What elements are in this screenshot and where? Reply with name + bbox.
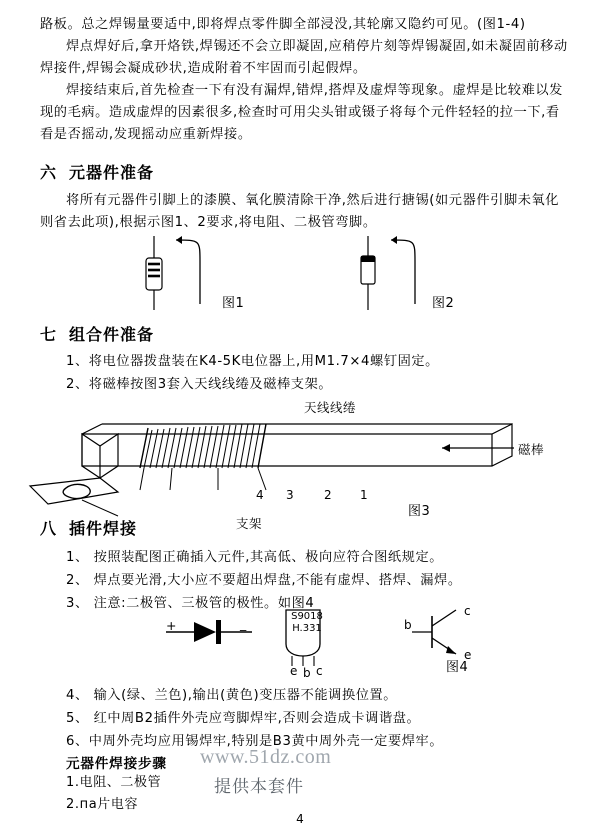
watermark-url: www.51dz.com (200, 746, 332, 768)
watermark-text: 提供本套件 (214, 777, 304, 797)
section-number-6: 六 (40, 163, 58, 182)
section-7-item-2: 2、将磁棒按图3套入天线线绻及磁棒支架。 (66, 377, 333, 392)
intro-paragraphs (40, 14, 568, 146)
figure-4-caption: 图4 (446, 660, 469, 675)
section-8-item-2: 2、 焊点要光滑,大小应不要超出焊盘,不能有虚焊、搭焊、漏焊。 (66, 573, 462, 588)
figure-3-caption: 图3 (408, 504, 431, 519)
section-8-items-bottom (40, 684, 568, 753)
figure-3-pin-1: 1 (360, 488, 368, 502)
figure-3-drawing (22, 408, 532, 518)
solder-step-1: 1.电阻、二极管 (66, 775, 162, 790)
figure-3-pin-4: 4 (256, 488, 264, 502)
solder-step-2: 2.па片电容 (66, 797, 139, 812)
section-title-8: 插件焊接 (69, 519, 138, 538)
section-8-item-3: 3、 注意:二极管、三极管的极性。如图4 (66, 596, 315, 611)
section-8-item-4: 4、 输入(绿、兰色),输出(黄色)变压器不能调换位置。 (66, 688, 398, 703)
section-8-item-5: 5、 红中周B2插件外壳应弯脚焊牢,否则会造成卡调谐盘。 (66, 711, 421, 726)
figure-3-magnet-label: 磁棒 (518, 442, 545, 457)
section-number-8: 八 (40, 519, 58, 538)
paragraph-2: 焊点焊好后,拿开烙铁,焊锡还不会立即凝固,应稍停片刻等焊锡凝固,如未凝固前移动焊接件,焊锡会凝成砂状,造成附着不牢固而引起假焊。 (40, 39, 568, 76)
section-heading-7 (40, 322, 154, 345)
section-8-item-6: 6、中周外壳均应用锡焊牢,特别是B3黄中周外壳一定要焊牢。 (66, 734, 444, 749)
section-8-item-1: 1、 按照装配图正确插入元件,其高低、极向应符合图纸规定。 (66, 550, 444, 565)
paragraph-1: 路板。总之焊锡量要适中,即将焊点零件脚全部浸没,其轮廓又隐约可见。(图1-4) (40, 17, 526, 32)
section-title-7: 组合件准备 (69, 325, 155, 344)
transistor-marking-line-2: H.331 (292, 623, 322, 634)
section-7-items (40, 350, 568, 396)
figure-3-coil-label: 天线线绻 (304, 400, 357, 415)
section-7-item-1: 1、将电位器拨盘装在K4-5K电位器上,用M1.7×4螺钉固定。 (66, 354, 439, 369)
figure-1-caption: 图1 (222, 296, 245, 311)
figure-4-pin-b: b (303, 666, 311, 680)
section-title-6: 元器件准备 (69, 163, 155, 182)
section-number-7: 七 (40, 325, 58, 344)
figure-4-pin-e: e (290, 664, 298, 678)
solder-steps-title: 元器件焊接步骤 (66, 756, 167, 772)
figure-4-sym-pin-c: c (464, 604, 471, 618)
figure-4-transistor-marking (287, 611, 327, 635)
figure-3-pin-3: 3 (286, 488, 294, 502)
page-number: 4 (296, 812, 304, 826)
section-heading-6 (40, 160, 154, 183)
transistor-marking-line-1: S9018 (291, 611, 323, 622)
figure-4-sym-pin-e: e (464, 648, 472, 662)
figure-4-sym-pin-b: b (404, 618, 412, 632)
figure-2-caption: 图2 (432, 296, 455, 311)
solder-steps-list (66, 772, 161, 816)
figure-4-diode-minus: _ (240, 616, 247, 631)
figure-3-bracket-label: 支架 (236, 516, 263, 531)
figure-4-pin-c: c (316, 664, 323, 678)
paragraph-3: 焊接结束后,首先检查一下有没有漏焊,错焊,搭焊及虚焊等现象。虚焊是比较难以发现的毛病。造成虚焊的因素很多,检查时可用尖头钳或镊子将每个元件轻轻的拉一下,看看是否摇动,发现摇动应重新焊接。 (40, 83, 563, 142)
section-6-text: 将所有元器件引脚上的漆膜、氧化膜清除干净,然后进行搪锡(如元器件引脚未氧化则省去此项),根据示图1、2要求,将电阻、二极管弯脚。 (40, 193, 560, 230)
figure-4-diode-plus: + (166, 618, 177, 633)
section-heading-8 (40, 516, 137, 539)
figure-3-pin-2: 2 (324, 488, 332, 502)
